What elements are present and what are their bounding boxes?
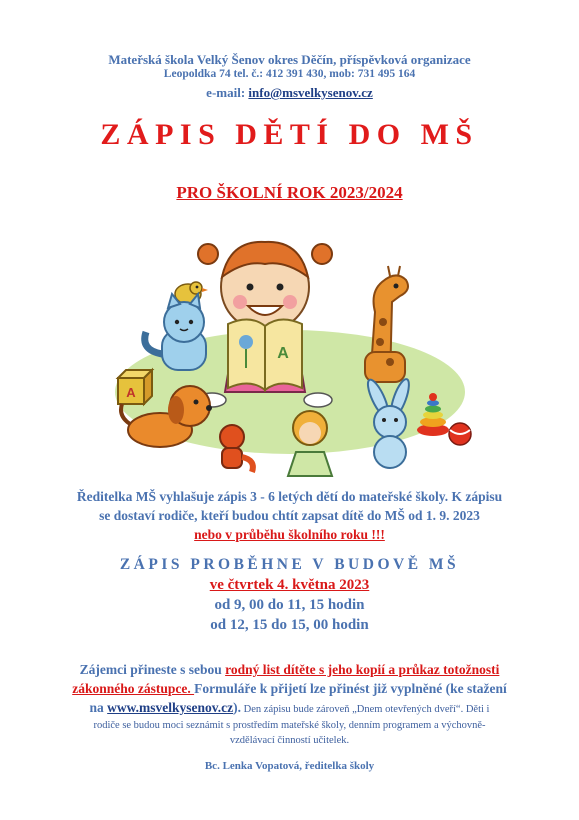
- requirements-small-text: [0, 718, 579, 748]
- requirements-line-5: vzdělávací činností učitelek.: [229, 735, 350, 746]
- school-address: Leopoldka 74 tel. č.: 412 391 430, mob: 731 495 164: [163, 68, 416, 80]
- page-subtitle: PRO ŠKOLNÍ ROK 2023/2024: [176, 183, 403, 202]
- website-suffix: ).: [233, 700, 242, 715]
- requirements-line-3: [0, 698, 579, 719]
- email-label: e-mail:: [206, 85, 249, 100]
- abc-block-icon: [118, 370, 152, 404]
- page-title: ZÁPIS DĚTÍ DO MŠ: [100, 118, 479, 151]
- email-link[interactable]: info@msvelkysenov.cz: [248, 85, 373, 100]
- requirements-line-2: [0, 679, 579, 698]
- child-reading-illustration: [100, 232, 480, 484]
- requirements-line-1: [0, 660, 579, 679]
- email-line: [0, 85, 579, 101]
- book-letter: A: [277, 345, 289, 362]
- intro-line-2: se dostaví rodiče, kteří budou chtít zapsat dítě do MŠ od 1. 9. 2023: [99, 508, 480, 523]
- giraffe-icon: [365, 266, 408, 382]
- requirements-intro: Zájemci přineste s sebou: [79, 662, 226, 677]
- website-link[interactable]: www.msvelkysenov.cz: [107, 700, 234, 715]
- ball-icon: [449, 423, 471, 445]
- schedule-heading: ZÁPIS PROBĚHNE V BUDOVĚ MŠ: [119, 556, 460, 573]
- school-name: Mateřská škola Velký Šenov okres Děčín, příspěvková organizace: [108, 52, 471, 67]
- website-prefix: na: [89, 700, 108, 715]
- forms-note: Formuláře k přijetí lze přinést již vyplněné (ke stažení: [194, 681, 507, 696]
- required-documents: rodný list dítěte s jeho kopií a průkaz totožnosti: [225, 662, 500, 677]
- schedule-time-1: od 9, 00 do 11, 15 hodin: [214, 597, 365, 613]
- intro-paragraph: [0, 487, 579, 544]
- requirements-paragraph: [0, 660, 579, 698]
- legal-guardian: zákonného zástupce.: [72, 681, 195, 696]
- open-day-note: Den zápisu bude zároveň „Dnem otevřených dveří“. Děti i: [241, 704, 490, 715]
- intro-line-1: Ředitelka MŠ vyhlašuje zápis 3 - 6 letých dětí do mateřské školy. K zápisu: [76, 489, 503, 504]
- signature: Bc. Lenka Vopatová, ředitelka školy: [204, 760, 375, 772]
- book-icon: [228, 319, 302, 390]
- requirements-line-4: rodiče se budou moci seznámit s prostředím mateřské školy, denním programem a výchovně-: [93, 720, 486, 731]
- schedule-date: ve čtvrtek 4. května 2023: [209, 577, 370, 593]
- schedule-time-2: od 12, 15 do 15, 00 hodin: [210, 617, 369, 633]
- block-letter: A: [126, 385, 136, 400]
- intro-line-3: nebo v průběhu školního roku !!!: [194, 527, 385, 542]
